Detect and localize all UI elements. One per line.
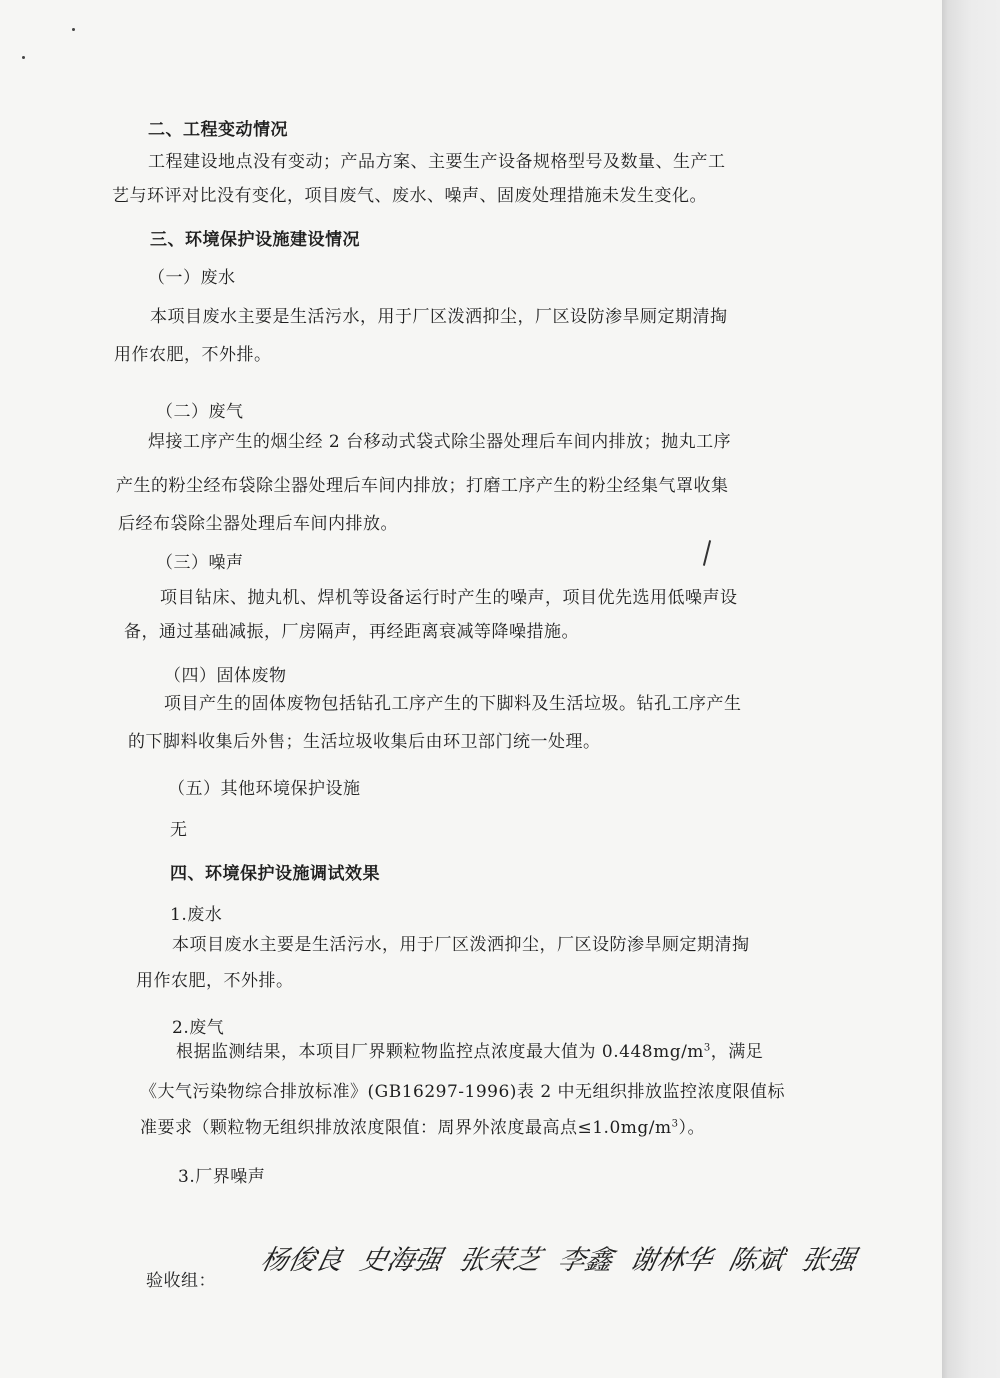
paragraph-line: 项目产生的固体废物包括钻孔工序产生的下脚料及生活垃圾。钻孔工序产生: [164, 694, 742, 714]
heading-debug-results: 四、环境保护设施调试效果: [170, 864, 380, 884]
paragraph-line: 产生的粉尘经布袋除尘器处理后车间内排放；打磨工序产生的粉尘经集气罩收集: [116, 476, 729, 496]
subheading-waste-gas: （二）废气: [156, 402, 244, 422]
scan-speck: [72, 28, 75, 31]
paragraph-line: 后经布袋除尘器处理后车间内排放。: [118, 514, 398, 534]
paragraph-line: [140, 1116, 705, 1140]
signature: 谢林华: [627, 1245, 715, 1276]
paragraph-line: 本项目废水主要是生活污水，用于厂区泼洒抑尘，厂区设防渗旱厕定期清掏: [150, 307, 728, 327]
paragraph-line: 焊接工序产生的烟尘经 2 台移动式袋式除尘器处理后车间内排放；抛丸工序: [148, 432, 732, 452]
subheading-noise: （三）噪声: [156, 553, 244, 573]
paragraph-line: 艺与环评对比没有变化，项目废气、废水、噪声、固废处理措施未发生变化。: [112, 186, 707, 206]
signature: 张强: [798, 1245, 859, 1276]
scan-edge-shadow: [942, 0, 1000, 1378]
subheading-wastewater: （一）废水: [148, 268, 236, 288]
paragraph-line: 用作农肥，不外排。: [136, 971, 294, 991]
heading-project-changes: 二、工程变动情况: [148, 120, 288, 140]
superscript: 3: [671, 1118, 679, 1130]
subheading-wastewater-result: 1.废水: [170, 905, 223, 925]
superscript: 3: [703, 1042, 711, 1054]
signature: 张荣芝: [456, 1245, 544, 1276]
signature-block: [258, 1238, 874, 1277]
paragraph-line: 用作农肥，不外排。: [114, 345, 272, 365]
subheading-boundary-noise: 3.厂界噪声: [178, 1167, 266, 1187]
paragraph-line: 工程建设地点没有变动；产品方案、主要生产设备规格型号及数量、生产工: [148, 152, 726, 172]
subheading-waste-gas-result: 2.废气: [172, 1018, 225, 1038]
paragraph-line: 备，通过基础减振，厂房隔声，再经距离衰减等降噪措施。: [124, 622, 579, 642]
signature: 杨俊良: [258, 1245, 346, 1276]
signature: 史海强: [357, 1245, 445, 1276]
subheading-other-facilities: （五）其他环境保护设施: [168, 779, 361, 799]
paragraph-line: 无: [170, 820, 188, 840]
acceptance-group-label: 验收组：: [146, 1271, 216, 1291]
heading-env-facilities: 三、环境保护设施建设情况: [150, 230, 360, 250]
text-segment: ）。: [678, 1118, 706, 1138]
signature: 李鑫: [555, 1245, 616, 1276]
subheading-solid-waste: （四）固体废物: [164, 666, 287, 686]
signature: 陈斌: [726, 1245, 787, 1276]
paragraph-line: [176, 1040, 763, 1064]
scan-speck: [22, 56, 25, 59]
paragraph-line: 本项目废水主要是生活污水，用于厂区泼洒抑尘，厂区设防渗旱厕定期清掏: [172, 935, 750, 955]
text-segment: ，满足: [710, 1042, 764, 1062]
paragraph-line: 的下脚料收集后外售；生活垃圾收集后由环卫部门统一处理。: [128, 732, 601, 752]
text-segment: 根据监测结果，本项目厂界颗粒物监控点浓度最大值为 0.448mg/m: [176, 1042, 704, 1062]
text-segment: 准要求（颗粒物无组织排放浓度限值：周界外浓度最高点≤1.0mg/m: [140, 1118, 672, 1138]
paragraph-line: 项目钻床、抛丸机、焊机等设备运行时产生的噪声，项目优先选用低噪声设: [160, 588, 738, 608]
paragraph-line: 《大气污染物综合排放标准》(GB16297-1996)表 2 中无组织排放监控浓度限值标: [140, 1082, 786, 1102]
pen-mark: [703, 540, 711, 566]
